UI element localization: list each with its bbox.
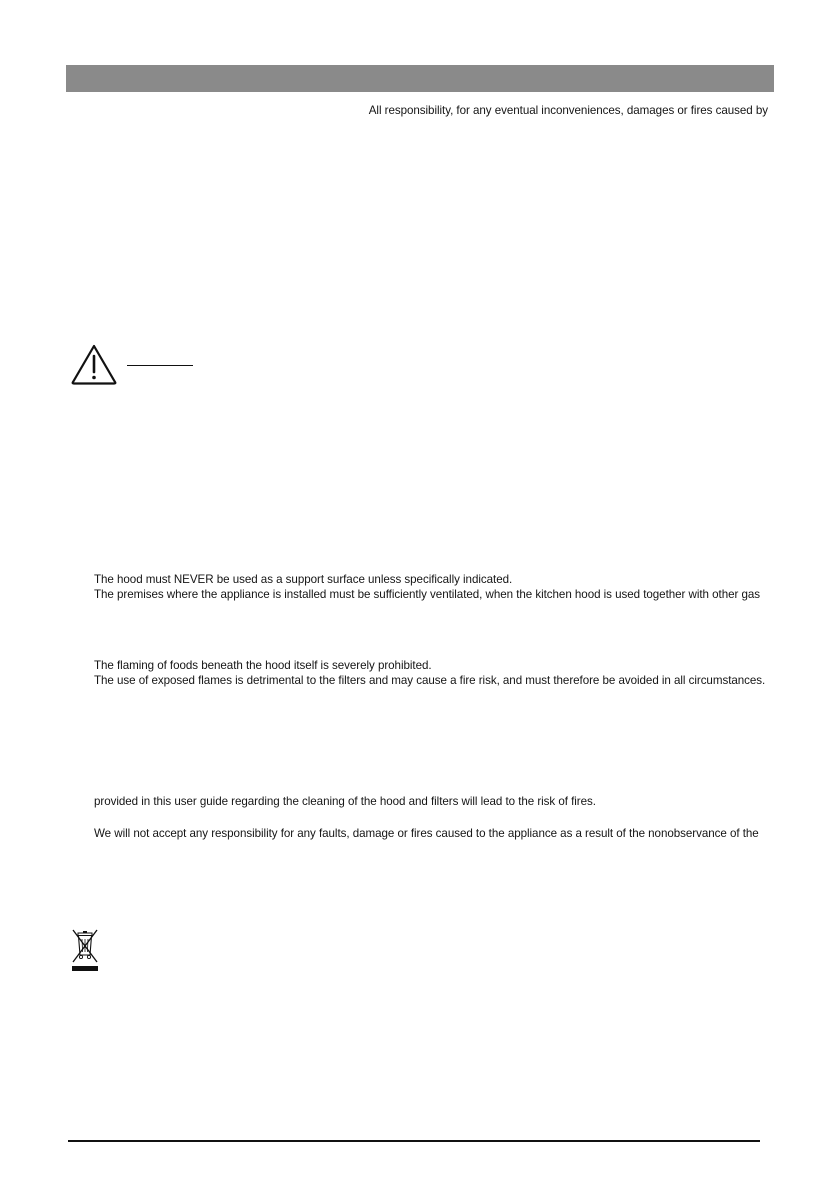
intro-text-line: All responsibility, for any eventual inconveniences, damages or fires caused by xyxy=(368,104,768,117)
warning-heading-underline xyxy=(127,365,193,366)
crossed-out-wheelie-bin-icon xyxy=(68,924,102,974)
safety-text-line: The premises where the appliance is installed must be sufficiently ventilated, when the kitchen hood is used together with other gas xyxy=(94,588,761,601)
safety-text-line: The flaming of foods beneath the hood itself is severely prohibited. xyxy=(94,659,432,672)
footer-rule xyxy=(68,1140,760,1142)
safety-text-line: We will not accept any responsibility for any faults, damage or fires caused to the appliance as a result of the nonobservance of the xyxy=(94,827,759,840)
safety-text-line: The use of exposed flames is detrimental to the filters and may cause a fire risk, and must therefore be avoided in all circumstances. xyxy=(94,674,766,687)
warning-triangle-icon xyxy=(70,343,118,385)
safety-text-line: The hood must NEVER be used as a support surface unless specifically indicated. xyxy=(94,573,513,586)
safety-text-line: provided in this user guide regarding the cleaning of the hood and filters will lead to the risk of fires. xyxy=(94,795,596,808)
section-header-bar xyxy=(66,65,774,92)
